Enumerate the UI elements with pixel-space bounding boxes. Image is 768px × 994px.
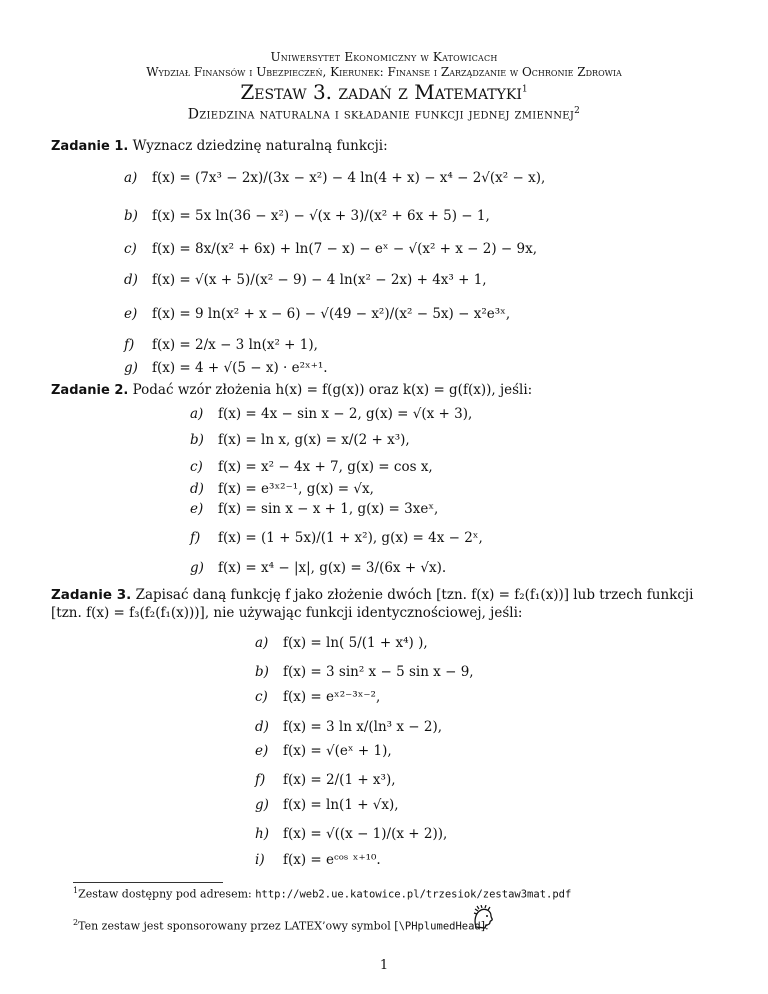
subtitle-footnote-mark: 2 <box>574 106 581 116</box>
task2-item-b: b) f(x) = ln x, g(x) = x/(2 + x³), <box>190 432 410 448</box>
task1-item-b: b) f(x) = 5x ln(36 − x²) − √(x + 3)/(x² + 6x + 5) − 1, <box>124 208 490 224</box>
page-title: Zestaw 3. zadań z Matematyki$^1$ <box>240 80 528 104</box>
footnote-2: $^2$Ten zestaw jest sponsorowany przez LATEX’owy symbol [\PHplumedHead]: <box>73 918 489 933</box>
title-footnote-mark: 1 <box>521 84 528 95</box>
page-subtitle: Dziedzina naturalna i składanie funkcji jednej zmiennej$^2$ <box>187 106 581 123</box>
task3-item-d: d) f(x) = 3 ln x/(ln³ x − 2), <box>255 719 443 735</box>
task2-item-c: c) f(x) = x² − 4x + 7, g(x) = cos x, <box>190 459 433 475</box>
task1-item-a: a) f(x) = (7x³ − 2x)/(3x − x²) − 4 ln(4 + x) − x⁴ − 2√(x² − x), <box>124 170 546 186</box>
task3-item-e: e) f(x) = √(eˣ + 1), <box>255 743 392 759</box>
task2-item-f: f) f(x) = (1 + 5x)/(1 + x²), g(x) = 4x − 2ˣ, <box>190 530 483 546</box>
task3-item-b: b) f(x) = 3 sin² x − 5 sin x − 9, <box>255 664 474 680</box>
task3-item-a: a) f(x) = ln( 5/(1 + x⁴) ), <box>255 635 428 651</box>
task3-item-h: h) f(x) = √((x − 1)/(x + 2)), <box>255 826 448 842</box>
task1-item-c: c) f(x) = 8x/(x² + 6x) + ln(7 − x) − eˣ − √(x² + x − 2) − 9x, <box>124 241 538 257</box>
task1-item-d: d) f(x) = √(x + 5)/(x² − 9) − 4 ln(x² − 2x) + 4x³ + 1, <box>124 272 487 288</box>
faculty-line: Wydział Finansów i Ubezpieczeń, Kierunek: Finanse i Zarządzanie w Ochronie Zdrowia <box>146 65 622 79</box>
footnote-rule <box>73 882 223 883</box>
task2-heading: Zadanie 2. Podać wzór złożenia h(x) = f(g(x)) oraz k(x) = g(f(x)), jeśli: <box>51 382 533 398</box>
task2-item-a: a) f(x) = 4x − sin x − 2, g(x) = √(x + 3), <box>190 406 473 422</box>
task1-item-e: e) f(x) = 9 ln(x² + x − 6) − √(49 − x²)/(x² − 5x) − x²e³ˣ, <box>124 306 511 322</box>
task3-heading: Zadanie 3. Zapisać daną funkcję f jako złożenie dwóch [tzn. f(x) = f₂(f₁(x))] lub trzech funkcji [tzn. f(x) = f₃(f₂(f₁(x)))], nie używając funkcji identycznościowej, jeśli: <box>51 587 694 621</box>
task3-item-f: f) f(x) = 2/(1 + x³), <box>255 772 396 788</box>
page-number: 1 <box>379 958 389 973</box>
plumed-head-icon <box>470 905 496 931</box>
task3-item-c: c) f(x) = eˣ²⁻³ˣ⁻², <box>255 689 381 705</box>
footnote-1: $^1$Zestaw dostępny pod adresem: http://web2.ue.katowice.pl/trzesiok/zestaw3mat.pdf <box>73 886 572 901</box>
university-name: Uniwersytet Ekonomiczny w Katowicach <box>270 50 498 64</box>
task2-item-e: e) f(x) = sin x − x + 1, g(x) = 3xeˣ, <box>190 501 439 517</box>
footnote-url-link[interactable]: http://web2.ue.katowice.pl/trzesiok/zestaw3mat.pdf <box>255 888 572 901</box>
task3-item-g: g) f(x) = ln(1 + √x), <box>255 797 399 813</box>
task1-item-g: g) f(x) = 4 + √(5 − x) · e²ˣ⁺¹. <box>124 360 328 376</box>
task1-item-f: f) f(x) = 2/x − 3 ln(x² + 1), <box>124 337 318 353</box>
task2-item-g: g) f(x) = x⁴ − |x|, g(x) = 3/(6x + √x). <box>190 560 447 576</box>
task2-item-d: d) f(x) = e³ˣ²⁻¹, g(x) = √x, <box>190 481 374 497</box>
task1-heading: Zadanie 1. Wyznacz dziedzinę naturalną funkcji: <box>51 138 388 154</box>
task3-item-i: i) f(x) = eᶜᵒˢ ˣ⁺¹⁰. <box>255 852 381 868</box>
